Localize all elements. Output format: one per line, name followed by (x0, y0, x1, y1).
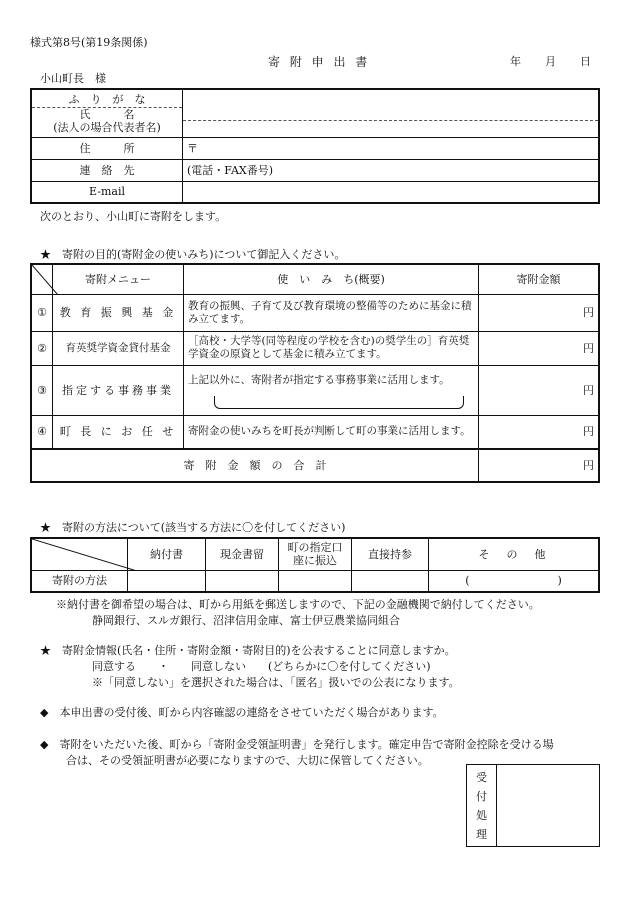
col-other: そ の 他 (429, 538, 600, 570)
date-year-label: 年 (510, 55, 521, 68)
row-amount[interactable]: 円 (479, 415, 600, 449)
reception-char: 理 (476, 828, 487, 841)
form-number: 様式第8号(第19条関係) (30, 36, 148, 49)
date-day-label: 日 (580, 55, 591, 68)
total-amount[interactable]: 円 (479, 449, 600, 482)
contact-note: ◆ 本申出書の受付後、町から内容確認の連絡をさせていただく場合があります。 (40, 706, 444, 719)
email-label: E-mail (31, 181, 183, 203)
furigana-field[interactable] (183, 106, 598, 121)
email-field[interactable] (183, 181, 600, 203)
name-note: (法人の場合代表者名) (53, 120, 161, 134)
postal-mark: 〒 (187, 141, 198, 155)
row-amount[interactable]: 円 (479, 294, 600, 331)
method-row-label: 寄附の方法 (31, 570, 128, 592)
reception-char: 処 (476, 809, 487, 822)
address-label: 住 所 (31, 137, 183, 159)
row-menu: 町 長 に お 任 せ (53, 415, 184, 449)
contact-note: (電話・FAX番号) (187, 163, 274, 177)
reception-char: 受 (476, 771, 487, 784)
reception-label (467, 765, 497, 846)
row-menu: 育英奨学資金貸付基金 (53, 331, 184, 365)
row-number: ① (31, 294, 53, 331)
row-use: 教育の振興、子育て及び教育環境の整備等のために基金に積み立てます。 (184, 294, 479, 331)
row-use: 寄附金の使いみちを町長が判断して町の事業に活用します。 (184, 415, 479, 449)
reception-char: 付 (476, 790, 487, 803)
row-number: ③ (31, 365, 53, 415)
intro-text: 次のとおり、小山町に寄附をします。 (40, 210, 227, 223)
reception-box (466, 764, 600, 847)
row-menu: 指定する事務事業 (53, 365, 184, 415)
row-number: ④ (31, 415, 53, 449)
method-note-1: ※納付書を御希望の場合は、町から用紙を郵送しますので、下記の金融機関で納付してください。 (56, 598, 540, 611)
method-transfer-cell[interactable] (279, 570, 352, 592)
total-row (31, 449, 599, 482)
addressee: 小山町長 様 (40, 72, 106, 85)
row-number: ② (31, 331, 53, 365)
purpose-heading: ★ 寄附の目的(寄附金の使いみち)について御記入ください。 (40, 248, 346, 261)
table-row (31, 294, 599, 331)
furigana-label: ふ り が な (32, 93, 182, 108)
applicant-table (30, 88, 600, 204)
col-transfer (279, 538, 352, 570)
col-invoice: 納付書 (128, 538, 206, 570)
table-row (31, 415, 599, 449)
row-use: 上記以外に、寄附者が指定する事務事業に活用します。 (188, 373, 450, 386)
method-heading: ★ 寄附の方法について(該当する方法に〇を付してください) (40, 521, 346, 534)
name-field[interactable] (183, 89, 600, 137)
method-invoice-cell[interactable] (128, 570, 206, 592)
table-row (31, 331, 599, 365)
purpose-table (30, 263, 600, 483)
designated-bracket[interactable] (214, 396, 464, 409)
name-label-cell (31, 89, 183, 137)
row-menu: 教 育 振 興 基 金 (53, 294, 184, 331)
date-month-label: 月 (545, 55, 556, 68)
col-use-header: 使 い み ち(概要) (184, 264, 479, 294)
table-row (31, 365, 599, 415)
disclosure-options[interactable]: 同意する ・ 同意しない (どちらかに〇を付してください) (92, 660, 431, 673)
method-cash-cell[interactable] (206, 570, 279, 592)
method-table (30, 537, 600, 593)
reception-stamp-area[interactable] (498, 765, 599, 846)
name-label: 氏 名 (79, 107, 135, 121)
col-transfer-line2: 座に振込 (293, 554, 337, 568)
row-use: ［高校・大学等(同等程度の学校を含む)の奨学生の］育英奨学資金の原資として基金に積み立てます。 (184, 331, 479, 365)
diagonal-line (32, 539, 137, 571)
page-title: 寄 附 申 出 書 (268, 55, 371, 69)
receipt-note-1: ◆ 寄附をいただいた後、町から「寄附金受領証明書」を発行します。確定申告で寄附金控除を受ける場 (40, 738, 554, 751)
receipt-note-2: 合は、その受領証明書が必要になりますので、大切に保管してください。 (66, 754, 429, 767)
method-corner-cell (31, 538, 128, 570)
total-label: 寄 附 金 額 の 合 計 (31, 449, 479, 482)
col-cash: 現金書留 (206, 538, 279, 570)
contact-label: 連 絡 先 (31, 159, 183, 181)
row-amount[interactable]: 円 (479, 331, 600, 365)
col-transfer-line1: 町の指定口 (287, 541, 343, 555)
corner-cell (31, 264, 53, 294)
method-other-cell[interactable]: ( ) (429, 570, 600, 592)
diagonal-line (32, 265, 58, 295)
col-menu-header: 寄附メニュー (53, 264, 184, 294)
col-direct: 直接持参 (352, 538, 429, 570)
method-direct-cell[interactable] (352, 570, 429, 592)
disclosure-question: ★ 寄附金情報(氏名・住所・寄附金額・寄附目的)を公表することに同意しますか。 (40, 644, 456, 657)
address-field[interactable] (183, 137, 600, 159)
disclosure-note: ※「同意しない」を選択された場合は、「匿名」扱いでの公表になります。 (92, 676, 460, 689)
col-amount-header: 寄附金額 (479, 264, 600, 294)
row-use-designated (184, 365, 479, 415)
row-amount[interactable]: 円 (479, 365, 600, 415)
contact-field[interactable] (183, 159, 600, 181)
method-note-2: 静岡銀行、スルガ銀行、沼津信用金庫、富士伊豆農業協同組合 (92, 614, 400, 627)
